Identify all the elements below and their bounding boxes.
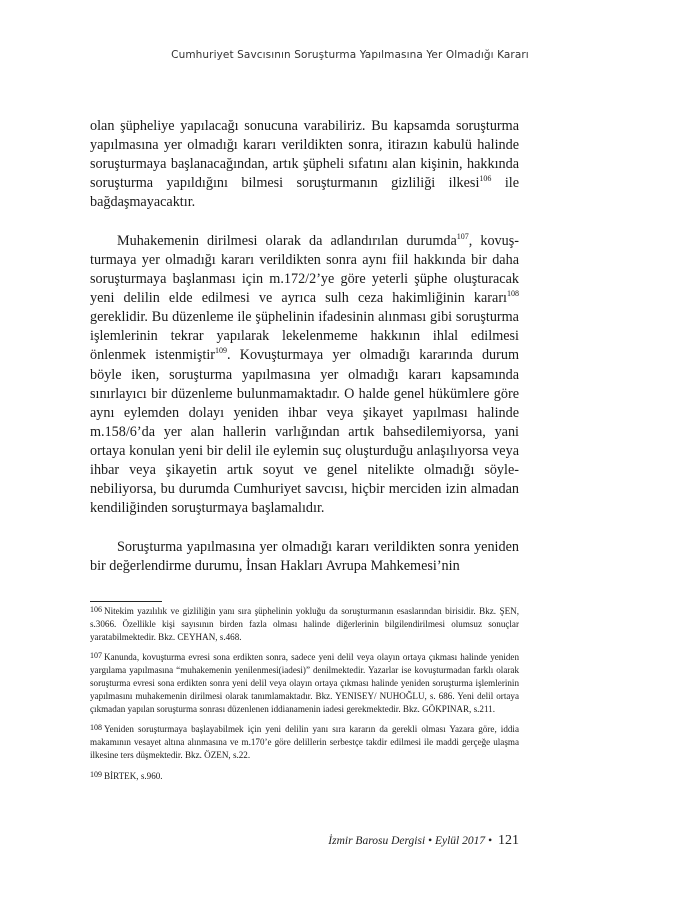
footnote-109	[90, 769, 519, 783]
paragraph-1: olan şüpheliye yapılacağı sonucuna varabiliriz. Bu kapsamda soruşturma yapılmasına yer olmadığı kararı verildikten sonra, itirazın kabulü halinde soruşturmaya başlanacağından, artık şüpheli sıfatını alan kişinin, hakkında soruşturma yapıldığını bilmesi soruşturmanın gizliliği ilkesi$^{106}$ ile bağdaşmayacaktır.	[90, 118, 519, 211]
footnote-number: 106	[90, 605, 102, 614]
running-footer	[90, 833, 519, 849]
paragraph-2: Muhakemenin dirilmesi olarak da adlandırılan durumda$^{107}$, kovuşturmaya yer olmadığı kararı verildikten sonra aynı fiil hakkında bir daha soruşturmaya başlanması için m.172/2’ye göre yeterli şüphe oluşturacak yeni delilin elde edilmesi ve ayrıca sulh ceza hakimliğinin kararı$^{108}$ gereklidir. Bu düzenleme ile şüphelinin ifadesinin alınması gibi soruşturma işlemlerinin tekrar yapılarak lekelenmeme hakkının ihlal edilmesi önlenmek istenmiştir$^{109}$. Kovuşturmaya yer olmadığı kararında durum böyle iken, soruşturma yapılmasına yer olmadığı kararı kapsamında sınırlayıcı bir düzenleme bulunmamaktadır. O halde genel hükümlere göre aynı eylemden dolayı yeniden ihbar veya şikayet yapılması halinde m.158/6’da yer alan hallerin varlığından artık bahsedilemiyorsa, yani ortaya konulan yeni bir delil ile eylemin suç oluşturduğu anlaşılıyorsa veya ihbar veya şikayetin artık soyut ve genel nitelikte olmadığı söylenebiliyorsa, bu durumda Cumhuriyet savcısı, hiçbir merciden izin almadan kendiliğinden soruşturmaya başlamalıdır.	[90, 231, 519, 517]
footnote-text: BİRTEK, s.960.	[104, 770, 163, 781]
footnotes	[90, 604, 519, 790]
footnote-107	[90, 650, 519, 715]
footnote-ref-108[interactable]: 108	[507, 289, 519, 299]
footnote-text: Nitekim yazılılık ve gizliliğin yanı sıra şüphelinin yokluğu da soruşturmanın esaslarından birisidir. Bkz. ŞEN, s.3066. Özellikle kişi sayısının birden fazla olması halinde diğerlerinin bilgilendirilmesi olumsuz sonuçlar yaratabilmektedir. Bkz. CEYHAN, s.468.	[90, 606, 519, 642]
journal-name: İzmir Barosu Dergisi • Eylül 2017 •	[328, 835, 492, 847]
footnote-108	[90, 722, 519, 761]
footnote-text: Yeniden soruşturmaya başlayabilmek için yeni delilin yanı sıra kararın da gerekli olması Yazara göre, iddia makamının vesayet altına alınmasına ve m.170’e göre delillerin serbestçe takdir edilmesi ile maddi gerçeğe ulaşma ilkesine ters düşmektedir. Bkz. ÖZEN, s.22.	[90, 724, 519, 760]
footnote-separator	[90, 601, 162, 602]
paragraph-3: Soruşturma yapılmasına yer olmadığı kararı verildikten sonra yeniden bir değerlendirme durumu, İnsan Hakları Avrupa Mahkemesi’nin	[90, 538, 519, 574]
body-text	[90, 117, 519, 576]
footnote-ref-109[interactable]: 109	[215, 346, 227, 356]
footnote-number: 107	[90, 651, 102, 661]
footnote-106	[90, 604, 519, 643]
footnote-text: Kanunda, kovuşturma evresi sona erdikten sonra, sadece yeni delil veya olayın ortaya çıkması halinde yeniden yargılama yapılmasına “muhakemenin yenilenmesi(iadesi)” denilmektedir. Yazarlar ise kovuşturmadan farklı olarak soruşturma evresi sona erdikten sonra yeni delil veya olayın ortaya çıkması halinde yeniden soruşturma işlemlerinin yapılmasını muhakemenin dirilmesi olarak tanımlamaktadır. Bkz. YENISEY/ NUHOĞLU, s. 686. Yeni delil ortaya çıkmadan yapılan soruşturma sonrası düzenlenen iddianamenin iadesi gerekmektedir. Bkz. GÖKPINAR, s.211.	[90, 652, 519, 714]
page-number: 121	[498, 833, 519, 848]
footnote-number: 108	[90, 723, 102, 733]
footnote-number: 109	[90, 769, 102, 779]
footnote-ref-107[interactable]: 107	[456, 231, 469, 241]
running-header: Cumhuriyet Savcısının Soruşturma Yapılmasına Yer Olmadığı Kararı	[171, 49, 529, 61]
footnote-ref-106[interactable]: 106	[479, 174, 492, 184]
